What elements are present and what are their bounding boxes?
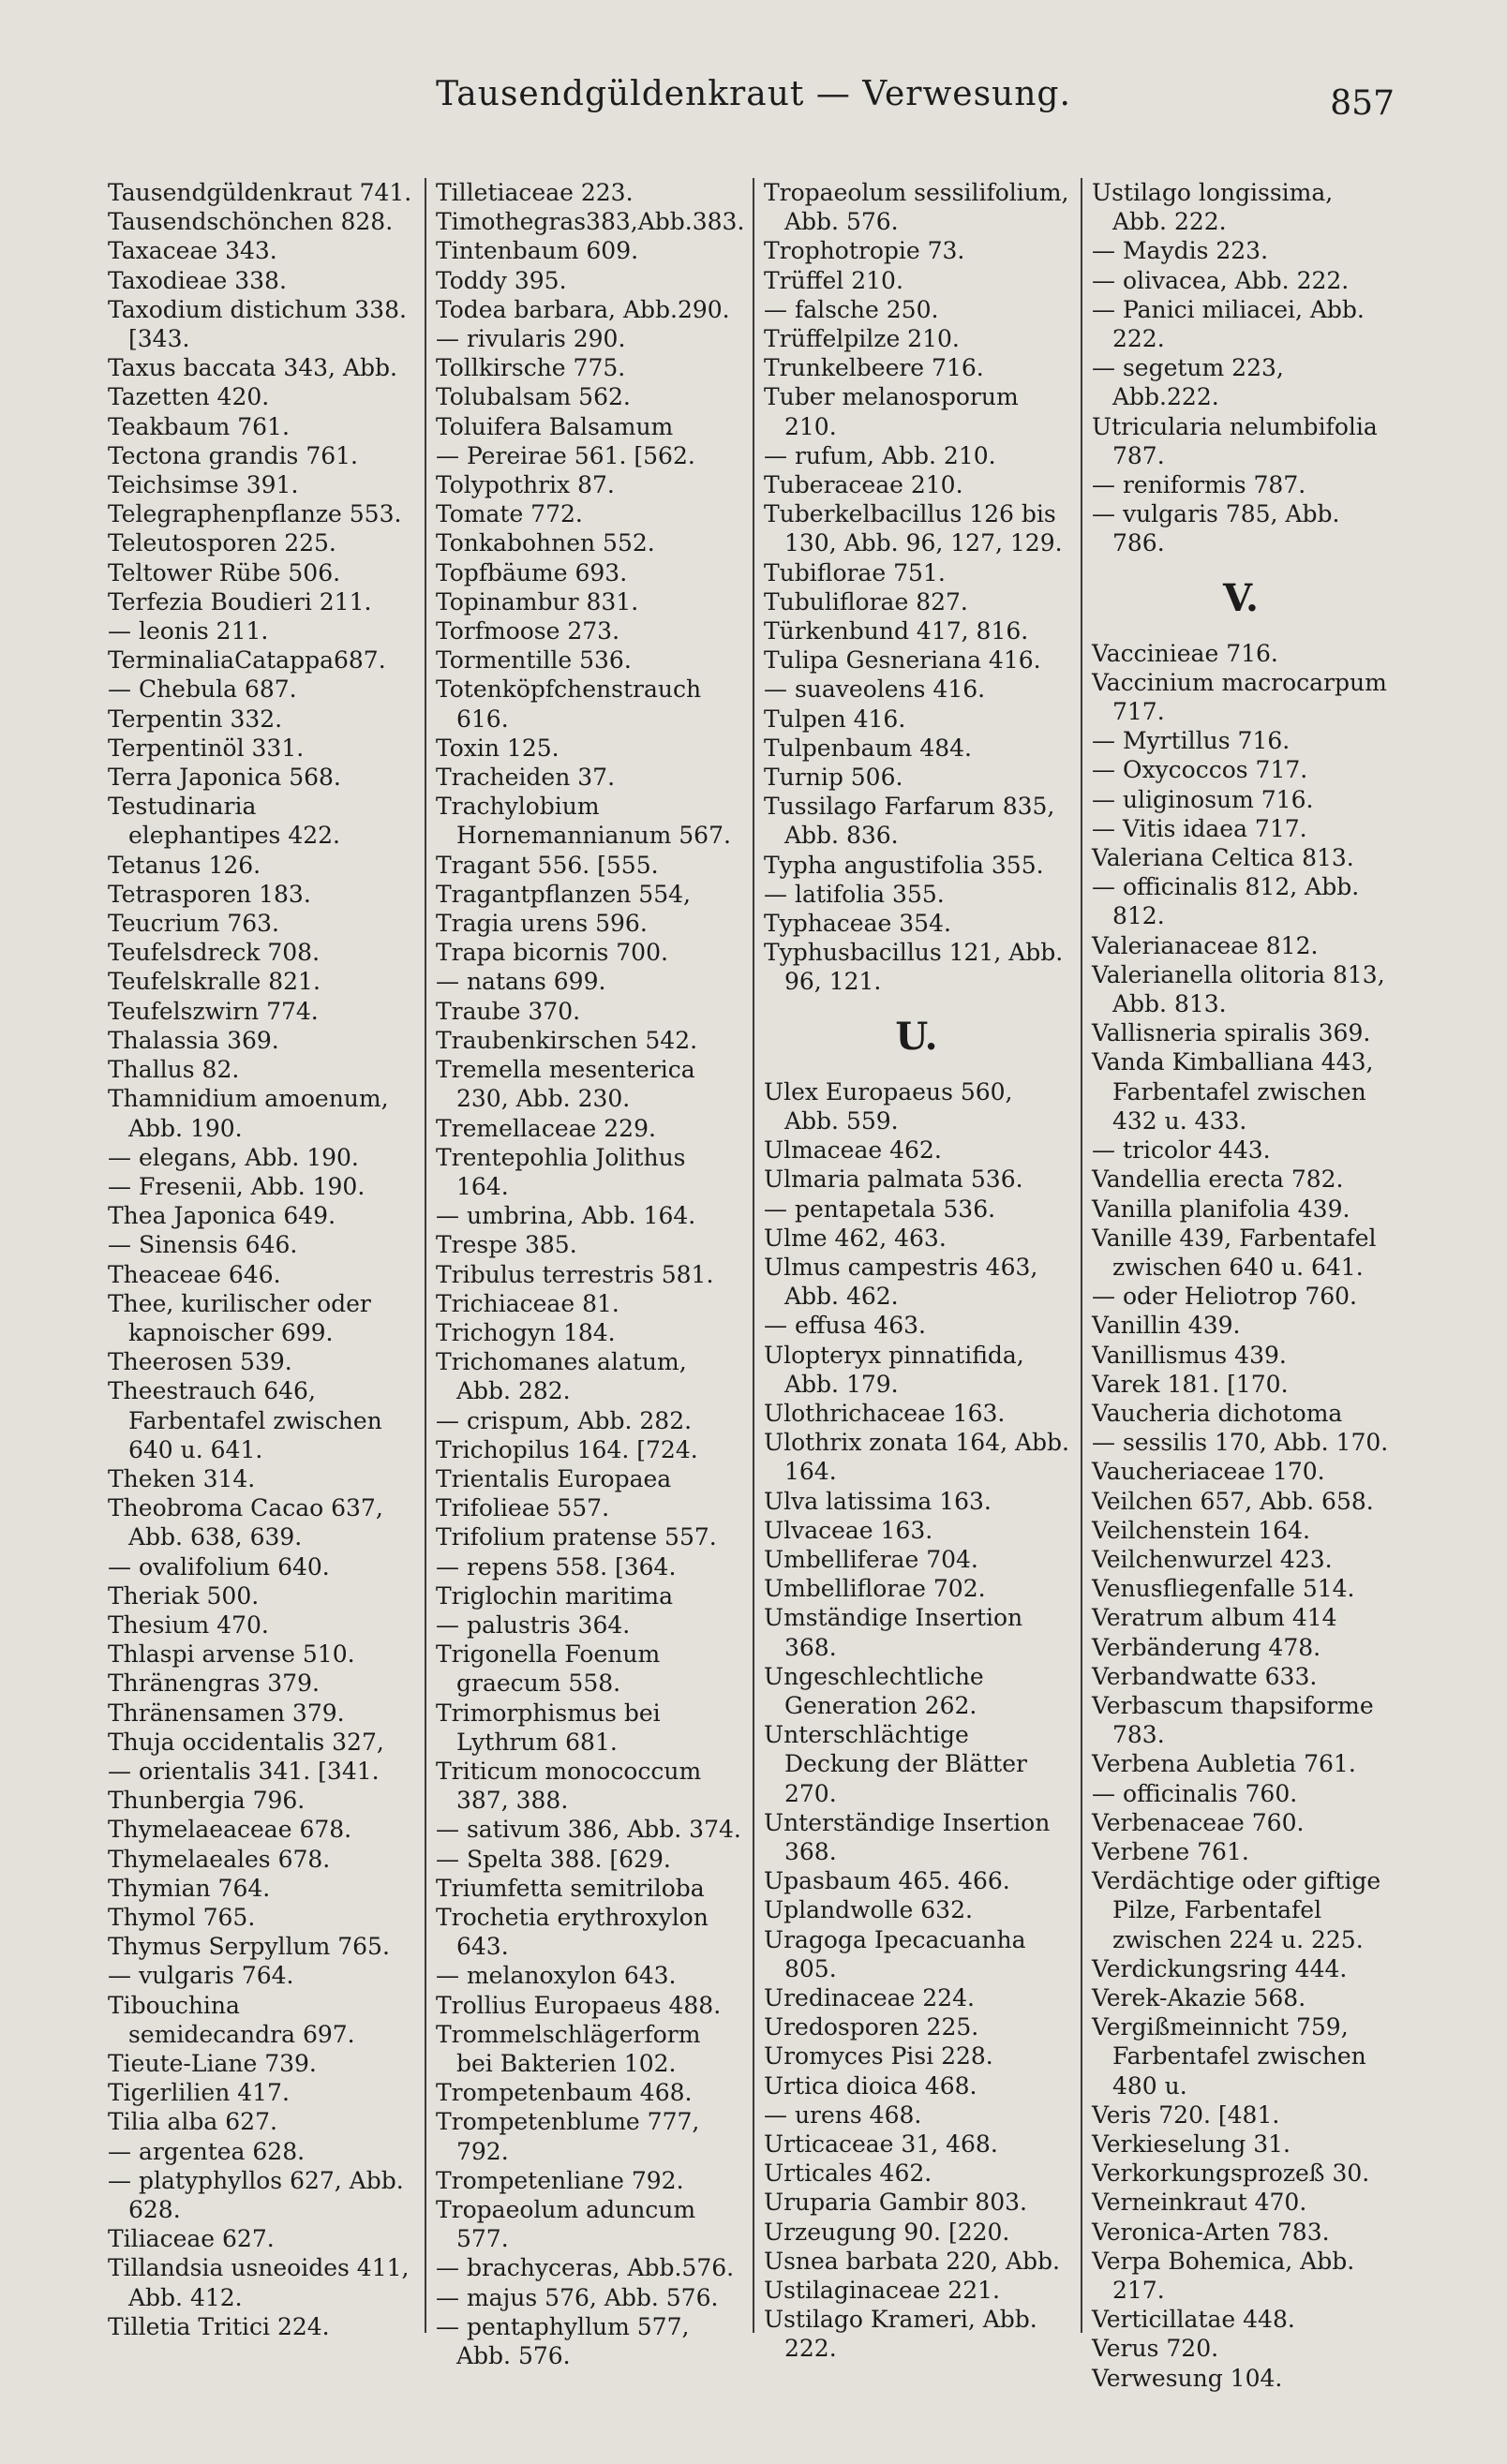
index-entry: Terra Japonica 568. (108, 764, 341, 792)
index-column-2 (425, 178, 753, 2370)
index-entry: Thränengras 379. (108, 1670, 320, 1698)
index-entry: — argentea 628. (108, 2137, 306, 2165)
index-entry: Vaucheria dichotoma (1092, 1399, 1343, 1427)
index-column-1 (98, 178, 425, 2340)
index-entry: Trichomanes alatum, Abb. 282. (436, 1348, 687, 1405)
index-entry: Verneinkraut 470. (1092, 2189, 1307, 2217)
index-entry: Tintenbaum 609. (436, 237, 639, 265)
index-entry: Toxin 125. (436, 734, 560, 762)
index-entry: Tieute-Liane 739. (108, 2050, 317, 2077)
index-entry: — palustris 364. (436, 1611, 631, 1639)
index-entry: Traubenkirschen 542. (436, 1026, 698, 1054)
index-entry: Tropaeolum aduncum 577. (436, 2196, 696, 2253)
index-entry: Trapa bicornis 700. (436, 939, 668, 967)
index-entry: Tubuliflorae 827. (764, 587, 968, 616)
index-entry: Teufelsdreck 708. (108, 939, 321, 967)
index-entry: Trüffelpilze 210. (764, 325, 960, 353)
index-entry: Tremella mesenterica 230, Abb. 230. (436, 1056, 695, 1113)
index-entry: Typha angustifolia 355. (764, 851, 1044, 879)
index-entry: Theriak 500. (108, 1581, 260, 1610)
index-entry: Ulex Europaeus 560, Abb. 559. (764, 1077, 1013, 1135)
index-entry: Trifolieae 557. (436, 1494, 610, 1522)
index-entry: Ulmaria palmata 536. (764, 1165, 1023, 1194)
index-entry: Ungeschlechtliche Generation 262. (764, 1662, 984, 1719)
index-entry: Tigerlilien 417. (108, 2079, 290, 2107)
index-entry: Tilletiaceae 223. (436, 179, 634, 206)
index-entry: Verticillatae 448. (1092, 2306, 1295, 2334)
index-entry: Trichopilus 164. [724. (436, 1435, 698, 1463)
index-entry: Triumfetta semitriloba (436, 1874, 705, 1902)
index-entry: — officinalis 812, Abb. 812. (1092, 873, 1360, 930)
index-entry: Urtica dioica 468. (764, 2071, 977, 2100)
index-entry: Varek 181. [170. (1092, 1370, 1289, 1398)
index-entry: Ulva latissima 163. (764, 1487, 992, 1515)
index-entry: Tomate 772. (436, 500, 583, 528)
index-entry: — melanoxylon 643. (436, 1962, 677, 1990)
index-entry: Trachylobium Hornemannianum 567. (436, 793, 731, 850)
index-entry: Veilchenstein 164. (1092, 1516, 1310, 1544)
page-header (0, 75, 1507, 141)
index-entry: Telegraphenpflanze 553. (108, 500, 402, 528)
index-entry: Thymelaeaceae 678. (108, 1816, 352, 1844)
index-entry: Uredosporen 225. (764, 2013, 979, 2041)
index-entry: Tazetten 420. (108, 383, 270, 411)
index-entry: Taxus baccata 343, Abb. (108, 354, 397, 382)
index-entry: Tracheiden 37. (436, 764, 616, 792)
index-entry: Vaccinieae 716. (1092, 639, 1278, 667)
index-entry: Thalassia 369. (108, 1026, 279, 1054)
index-entry: Thallus 82. (108, 1056, 240, 1084)
index-entry: Theerosen 539. (108, 1348, 292, 1376)
index-entry: Tetrasporen 183. (108, 880, 311, 908)
index-entry: Utricularia nelumbifolia 787. (1092, 412, 1378, 469)
page-number: 857 (1330, 84, 1395, 123)
index-entry: Ulothrichaceae 163. (764, 1399, 1006, 1427)
index-entry: Taxaceae 343. (108, 237, 277, 265)
index-entry: — segetum 223, Abb.222. (1092, 354, 1284, 411)
index-entry: Valeriana Celtica 813. (1092, 844, 1354, 872)
index-entry: Thesium 470. (108, 1611, 269, 1639)
index-entry: Terfezia Boudieri 211. (108, 587, 372, 616)
index-entry: — suaveolens 416. (764, 675, 986, 704)
index-entry: Trifolium pratense 557. (436, 1523, 717, 1551)
index-entry: Triticum monococcum 387, 388. (436, 1757, 702, 1815)
index-entry: Trompetenliane 792. (436, 2166, 684, 2194)
index-entry: Urzeugung 90. [220. (764, 2218, 1010, 2246)
index-entry: Vanilla planifolia 439. (1092, 1195, 1350, 1223)
index-entry: Venusfliegenfalle 514. (1092, 1575, 1355, 1603)
index-entry: Tuberaceae 210. (764, 471, 963, 499)
index-entry: Tulipa Gesneriana 416. (764, 646, 1041, 675)
index-entry: Teucrium 763. (108, 910, 279, 938)
index-entry: — ovalifolium 640. (108, 1552, 330, 1581)
index-entry: Vanda Kimballiana 443, Farbentafel zwischen 432 u. 433. (1092, 1048, 1374, 1135)
running-title: Tausendgüldenkraut — Verwesung. (436, 75, 1071, 113)
index-entry: Tilletia Tritici 224. (108, 2312, 330, 2340)
index-entry: Ustilaginaceae 221. (764, 2277, 1000, 2305)
index-entry: Topinambur 831. (436, 587, 639, 616)
index-entry: Veilchen 657, Abb. 658. (1092, 1487, 1374, 1515)
index-entry: Todea barbara, Abb.290. (436, 295, 730, 323)
index-entry: Urticaceae 31, 468. (764, 2130, 998, 2158)
index-entry: Vanillin 439. (1092, 1312, 1241, 1340)
index-entry: Verbandwatte 633. (1092, 1662, 1318, 1690)
index-entry: Verpa Bohemica, Abb. 217. (1092, 2247, 1355, 2305)
index-entry: Verdickungsring 444. (1092, 1954, 1348, 1982)
index-entry: Ustilago Krameri, Abb. 222. (764, 2306, 1037, 2363)
index-entry: Verbenaceae 760. (1092, 1808, 1305, 1836)
section-letter: U. (895, 1014, 938, 1059)
index-entry: Theaceae 646. (108, 1260, 281, 1288)
index-entry: Unterständige Insertion 368. (764, 1808, 1051, 1865)
index-entry: Tilia alba 627. (108, 2108, 277, 2136)
index-entry: — Maydis 223. (1092, 237, 1269, 265)
index-entry: Teufelszwirn 774. (108, 997, 319, 1025)
index-entry: Unterschlächtige Deckung der Blätter 270. (764, 1721, 1027, 1807)
index-entry: Terpentinöl 331. (108, 734, 305, 762)
index-entry: Verus 720. (1092, 2335, 1219, 2363)
index-entry: Turnip 506. (764, 764, 903, 792)
index-entry: — leonis 211. (108, 617, 269, 646)
index-entry: Umständige Insertion 368. (764, 1604, 1023, 1661)
index-entry: Tubiflorae 751. (764, 558, 946, 586)
index-entry: — brachyceras, Abb.576. (436, 2254, 735, 2282)
index-entry: Verbascum thapsiforme 783. (1092, 1691, 1374, 1749)
index-entry: Urticales 462. (764, 2160, 933, 2188)
index-entry: — platyphyllos 627, Abb. 628. (108, 2166, 404, 2224)
index-entry: — sativum 386, Abb. 374. (436, 1816, 741, 1844)
index-entry: Verkorkungsprozeß 30. (1092, 2160, 1370, 2188)
index-entry: Theken 314. (108, 1464, 256, 1492)
index-entry: — orientalis 341. [341. (108, 1757, 380, 1785)
index-entry: — Myrtillus 716. (1092, 727, 1291, 755)
index-entry: Traube 370. (436, 997, 581, 1025)
index-entry: Teichsimse 391. (108, 471, 299, 499)
index-entry: Vaucheriaceae 170. (1092, 1458, 1325, 1486)
index-entry: Tussilago Farfarum 835, Abb. 836. (764, 793, 1055, 850)
index-entry: — Vitis idaea 717. (1092, 814, 1307, 842)
index-entry: Terpentin 332. (108, 705, 283, 733)
index-entry: Thymus Serpyllum 765. (108, 1933, 390, 1961)
index-entry: Ustilago longissima, Abb. 222. (1092, 179, 1334, 236)
index-entry: Trichiaceae 81. (436, 1289, 619, 1317)
index-entry: Typhusbacillus 121, Abb. 96, 121. (764, 939, 1064, 996)
index-entry: Trimorphismus bei Lythrum 681. (436, 1699, 661, 1756)
index-entry: Tibouchina semidecandra 697. (108, 1991, 355, 2048)
index-entry: Taxodium distichum 338. [343. (108, 295, 407, 353)
index-entry: Ulmaceae 462. (764, 1136, 942, 1165)
index-entry: — effusa 463. (764, 1312, 926, 1340)
index-entry: Trochetia erythroxylon 643. (436, 1903, 709, 1961)
index-entry: Verbena Aubletia 761. (1092, 1750, 1356, 1778)
index-entry: — urens 468. (764, 2100, 922, 2129)
index-entry: Tuber melanosporum 210. (764, 383, 1019, 440)
index-entry: Umbelliferae 704. (764, 1545, 978, 1573)
index-entry: Valerianella olitoria 813, Abb. 813. (1092, 960, 1385, 1018)
index-entry: — tricolor 443. (1092, 1136, 1271, 1165)
index-entry: TerminaliaCatappa687. (108, 646, 386, 675)
index-entry: Trompetenblume 777, 792. (436, 2108, 700, 2165)
section-letter: V. (1223, 575, 1259, 620)
index-entry: — pentaphyllum 577, Abb. 576. (436, 2312, 690, 2370)
index-entry: Veratrum album 414 (1092, 1604, 1337, 1632)
index-entry: — Chebula 687. (108, 675, 297, 704)
index-entry: — sessilis 170, Abb. 170. (1092, 1429, 1389, 1457)
index-entry: Timothegras383,Abb.383. (436, 208, 745, 236)
index-entry: Upasbaum 465. 466. (764, 1867, 1010, 1895)
index-entry: Uplandwolle 632. (764, 1896, 973, 1924)
index-entry: Torfmoose 273. (436, 617, 620, 646)
index-entry: Trommelschlägerform bei Bakterien 102. (436, 2020, 701, 2077)
index-entry: Trentepohlia Jolithus 164. (436, 1143, 686, 1200)
index-entry: Trüffel 210. (764, 266, 903, 294)
index-entry: — officinalis 760. (1092, 1779, 1298, 1807)
index-entry: Tonkabohnen 552. (436, 529, 655, 557)
index-entry: Vanille 439, Farbentafel zwischen 640 u. 641. (1092, 1224, 1377, 1281)
index-entry: Theobroma Cacao 637, Abb. 638, 639. (108, 1494, 383, 1551)
index-entry: Trichogyn 184. (436, 1318, 616, 1346)
index-entry: Vergißmeinnicht 759, Farbentafel zwischen 480 u. (1092, 2013, 1366, 2100)
index-entry: Verdächtige oder giftige Pilze, Farbentafel zwischen 224 u. 225. (1092, 1867, 1381, 1953)
index-entry: Triglochin maritima (436, 1581, 674, 1610)
index-entry: Vanillismus 439. (1092, 1341, 1287, 1369)
index-entry: Taxodieae 338. (108, 266, 287, 294)
index-entry: Veronica-Arten 783. (1092, 2218, 1330, 2246)
index-entry: Ulopteryx pinnatifida, Abb. 179. (764, 1341, 1024, 1398)
index-entry: Tiliaceae 627. (108, 2225, 275, 2253)
index-entry: Tribulus terrestris 581. (436, 1260, 714, 1288)
index-entry: Trespe 385. (436, 1231, 577, 1259)
index-entry: — falsche 250. (764, 295, 939, 323)
index-entry: Tuberkelbacillus 126 bis 130, Abb. 96, 127, 129. (764, 500, 1063, 557)
index-entry: — rufum, Abb. 210. (764, 441, 996, 469)
index-columns (98, 178, 1401, 2392)
index-entry: Thymelaeales 678. (108, 1845, 331, 1873)
index-entry: — olivacea, Abb. 222. (1092, 266, 1350, 294)
index-entry: Ulothrix zonata 164, Abb. 164. (764, 1429, 1070, 1486)
index-entry: Veris 720. [481. (1092, 2100, 1280, 2129)
index-entry: Verek-Akazie 568. (1092, 1983, 1306, 2011)
index-entry: Teakbaum 761. (108, 412, 290, 440)
index-entry: Uromyces Pisi 228. (764, 2042, 993, 2071)
index-entry: — reniformis 787. (1092, 471, 1306, 499)
index-entry: Trollius Europaeus 488. (436, 1991, 722, 2019)
index-entry: — umbrina, Abb. 164. (436, 1202, 696, 1230)
index-entry: Trigonella Foenum graecum 558. (436, 1640, 661, 1698)
index-entry: Tulpen 416. (764, 705, 906, 733)
index-entry: — vulgaris 764. (108, 1962, 294, 1990)
index-entry: — latifolia 355. (764, 880, 945, 908)
index-entry: Tragantpflanzen 554, (436, 880, 691, 908)
index-entry: Uredinaceae 224. (764, 1983, 975, 2011)
index-entry: Toluifera Balsamum (436, 412, 674, 440)
index-entry: Ulme 462, 463. (764, 1224, 947, 1252)
index-entry: Teltower Rübe 506. (108, 558, 341, 586)
index-entry: Tausendschönchen 828. (108, 208, 394, 236)
index-entry: Thuja occidentalis 327, (108, 1728, 384, 1756)
index-entry: Testudinaria elephantipes 422. (108, 793, 340, 850)
index-entry: Thymian 764. (108, 1874, 271, 1902)
index-entry: Thymol 765. (108, 1903, 256, 1931)
index-entry: Thunbergia 796. (108, 1787, 306, 1815)
index-entry: Trophotropie 73. (764, 237, 965, 265)
index-entry: — pentapetala 536. (764, 1195, 996, 1223)
index-column-4 (1081, 178, 1401, 2392)
index-entry: Tectona grandis 761. (108, 441, 358, 469)
index-entry: Thea Japonica 649. (108, 1202, 336, 1230)
index-entry: Tetanus 126. (108, 851, 261, 879)
index-entry: — Pereirae 561. [562. (436, 441, 695, 469)
index-entry: Tollkirsche 775. (436, 354, 626, 382)
index-entry: — majus 576, Abb. 576. (436, 2283, 719, 2311)
index-entry: Tillandsia usneoides 411, Abb. 412. (108, 2254, 410, 2311)
index-entry: Vallisneria spiralis 369. (1092, 1019, 1371, 1047)
index-entry: Trunkelbeere 716. (764, 354, 984, 382)
index-entry: Tragia urens 596. (436, 910, 648, 938)
index-entry: Tropaeolum sessilifolium, Abb. 576. (764, 179, 1069, 236)
index-entry: Tausendgüldenkraut 741. (108, 179, 412, 206)
index-entry: Usnea barbata 220, Abb. (764, 2247, 1060, 2275)
index-entry: — vulgaris 785, Abb. 786. (1092, 500, 1340, 557)
index-entry: — Spelta 388. [629. (436, 1845, 671, 1873)
index-entry: Theestrauch 646, Farbentafel zwischen 640 u. 641. (108, 1377, 382, 1463)
index-entry: Vandellia erecta 782. (1092, 1165, 1344, 1194)
index-entry: Verbänderung 478. (1092, 1633, 1321, 1661)
index-entry: Uragoga Ipecacuanha 805. (764, 1925, 1026, 1982)
index-entry: Typhaceae 354. (764, 910, 951, 938)
index-entry: Valerianaceae 812. (1092, 931, 1319, 959)
index-entry: Teufelskralle 821. (108, 968, 321, 996)
index-entry: — Fresenii, Abb. 190. (108, 1172, 366, 1200)
index-entry: — Sinensis 646. (108, 1231, 298, 1259)
index-entry: — crispum, Abb. 282. (436, 1406, 693, 1434)
index-entry: Tolypothrix 87. (436, 471, 615, 499)
index-entry: Trompetenbaum 468. (436, 2079, 693, 2107)
index-entry: Tremellaceae 229. (436, 1114, 656, 1142)
index-entry: — rivularis 290. (436, 325, 626, 353)
index-entry: — Panici miliacei, Abb. 222. (1092, 295, 1365, 353)
index-entry: Teleutosporen 225. (108, 529, 336, 557)
index-entry: Uruparia Gambir 803. (764, 2189, 1027, 2217)
index-entry: Thee, kurilischer oder kapnoischer 699. (108, 1289, 371, 1346)
index-entry: Totenköpfchenstrauch 616. (436, 675, 702, 733)
index-entry: Türkenbund 417, 816. (764, 617, 1029, 646)
index-entry: Thlaspi arvense 510. (108, 1640, 355, 1669)
index-entry: Verkieselung 31. (1092, 2130, 1291, 2158)
index-entry: Ulmus campestris 463, Abb. 462. (764, 1253, 1038, 1311)
index-entry: Tormentille 536. (436, 646, 632, 675)
index-entry: Verwesung 104. (1092, 2364, 1283, 2392)
index-entry: Vaccinium macrocarpum 717. (1092, 668, 1387, 726)
index-entry: Topfbäume 693. (436, 558, 628, 586)
index-entry: — oder Heliotrop 760. (1092, 1283, 1357, 1311)
index-entry: — uliginosum 716. (1092, 785, 1314, 813)
index-entry: Tolubalsam 562. (436, 383, 631, 411)
index-entry: Toddy 395. (436, 266, 567, 294)
index-entry: Tulpenbaum 484. (764, 734, 972, 762)
index-entry: Umbelliflorae 702. (764, 1575, 986, 1603)
index-entry: Thamnidium amoenum, Abb. 190. (108, 1085, 389, 1142)
index-entry: — repens 558. [364. (436, 1552, 677, 1581)
index-entry: Trientalis Europaea (436, 1464, 672, 1492)
index-entry: Veilchenwurzel 423. (1092, 1545, 1333, 1573)
index-entry: — Oxycoccos 717. (1092, 756, 1308, 784)
index-entry: Verbene 761. (1092, 1837, 1249, 1865)
index-column-3 (753, 178, 1081, 2363)
index-entry: Tragant 556. [555. (436, 851, 659, 879)
index-entry: — elegans, Abb. 190. (108, 1143, 359, 1171)
index-entry: Ulvaceae 163. (764, 1516, 933, 1544)
index-entry: Thränensamen 379. (108, 1699, 345, 1727)
index-entry: — natans 699. (436, 968, 606, 996)
